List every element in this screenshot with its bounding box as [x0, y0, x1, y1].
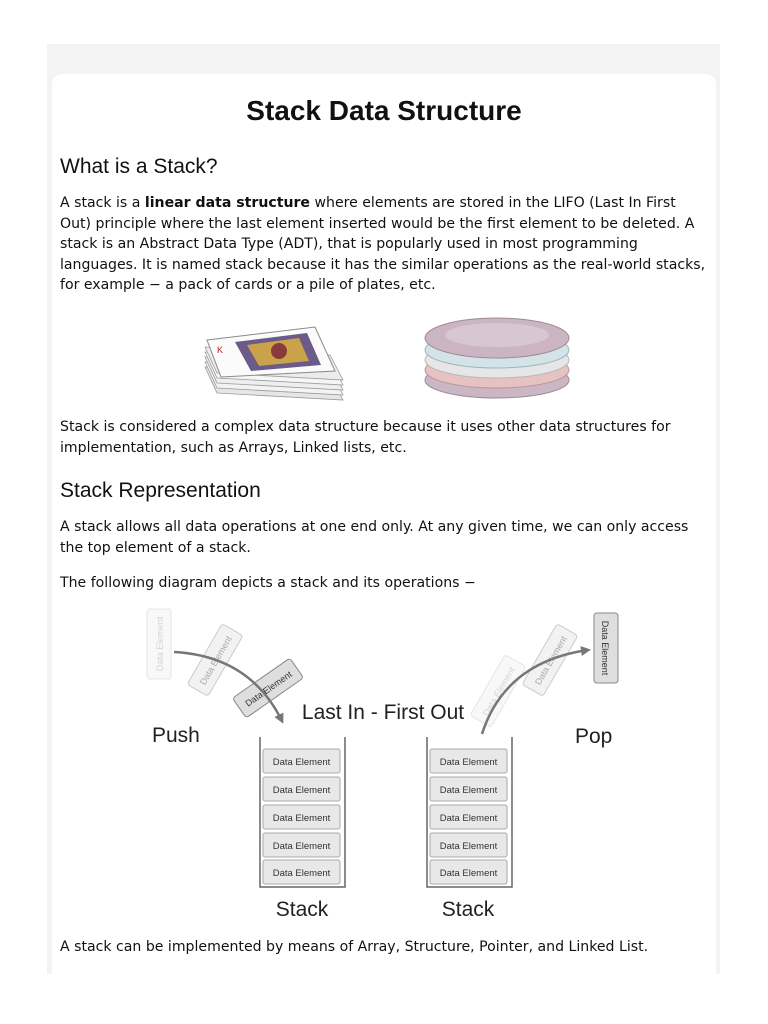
svg-text:Data Element: Data Element [243, 669, 294, 709]
representation-paragraph: A stack allows all data operations at one end only. At any given time, we can only access the top element of a stack. [60, 519, 689, 556]
right-stack-element-1 [430, 749, 507, 773]
push-data-element [232, 658, 303, 718]
section-heading-what-is-stack: What is a Stack? [60, 155, 218, 178]
definition-text-rest: where elements are stored in the LIFO (Last In First Out) principle where the last element inserted would be the first element to be deleted. A stack is an Abstract Data Type (ADT), that is popularly used in most programming languages. It is named stack because it has the similar operations as the real-world stacks, for example − a pack of cards or a pile of plates, etc. [60, 195, 706, 293]
svg-text:K: K [217, 345, 224, 355]
left-stack-label: Stack [275, 898, 329, 921]
svg-text:Data Element: Data Element [439, 841, 498, 852]
page-title: Stack Data Structure [246, 95, 522, 126]
right-stack-label: Stack [441, 898, 495, 921]
push-label: Push [152, 724, 200, 747]
svg-text:Data Element: Data Element [272, 785, 331, 796]
left-stack [260, 737, 345, 887]
plates-image [425, 318, 569, 398]
svg-text:Data Element: Data Element [600, 620, 610, 676]
definition-bold-term: linear data structure [144, 195, 310, 211]
right-stack-element-5 [430, 860, 507, 884]
right-stack [427, 737, 512, 887]
cards-and-plates-illustration [195, 305, 580, 405]
svg-text:Data Element: Data Element [272, 868, 331, 879]
playing-cards-image [205, 327, 343, 400]
svg-text:Data Element: Data Element [439, 757, 498, 768]
pop-data-element [594, 613, 618, 683]
right-stack-element-2 [430, 777, 507, 801]
stack-operations-diagram [140, 604, 640, 924]
svg-text:Data Element: Data Element [272, 757, 331, 768]
left-stack-element-3 [263, 805, 340, 829]
push-faded-element-1 [147, 609, 171, 679]
svg-text:Data Element: Data Element [197, 634, 234, 687]
right-stack-element-3 [430, 805, 507, 829]
section-heading-stack-representation: Stack Representation [60, 479, 261, 502]
left-stack-element-4 [263, 833, 340, 857]
diagram-intro-paragraph: The following diagram depicts a stack and its operations − [60, 575, 476, 591]
left-stack-element-5 [263, 860, 340, 884]
svg-text:Data Element: Data Element [439, 813, 498, 824]
svg-text:Data Element: Data Element [155, 616, 165, 672]
pop-faded-element-1 [470, 655, 526, 728]
stack-definition-paragraph [60, 193, 710, 296]
complex-structure-paragraph: Stack is considered a complex data structure because it uses other data structures for implementation, such as Arrays, Linked lists, etc. [60, 419, 671, 456]
lifo-caption: Last In - First Out [301, 701, 465, 724]
svg-text:Data Element: Data Element [480, 665, 517, 718]
left-stack-element-1 [263, 749, 340, 773]
left-stack-element-2 [263, 777, 340, 801]
svg-text:Data Element: Data Element [272, 841, 331, 852]
svg-text:Data Element: Data Element [532, 634, 569, 687]
implementation-paragraph: A stack can be implemented by means of Array, Structure, Pointer, and Linked List. [60, 939, 649, 955]
right-stack-element-4 [430, 833, 507, 857]
pop-label: Pop [575, 725, 613, 748]
definition-text-start: A stack is a [60, 195, 145, 211]
svg-text:Data Element: Data Element [439, 785, 498, 796]
svg-text:Data Element: Data Element [272, 813, 331, 824]
svg-text:Data Element: Data Element [439, 868, 498, 879]
